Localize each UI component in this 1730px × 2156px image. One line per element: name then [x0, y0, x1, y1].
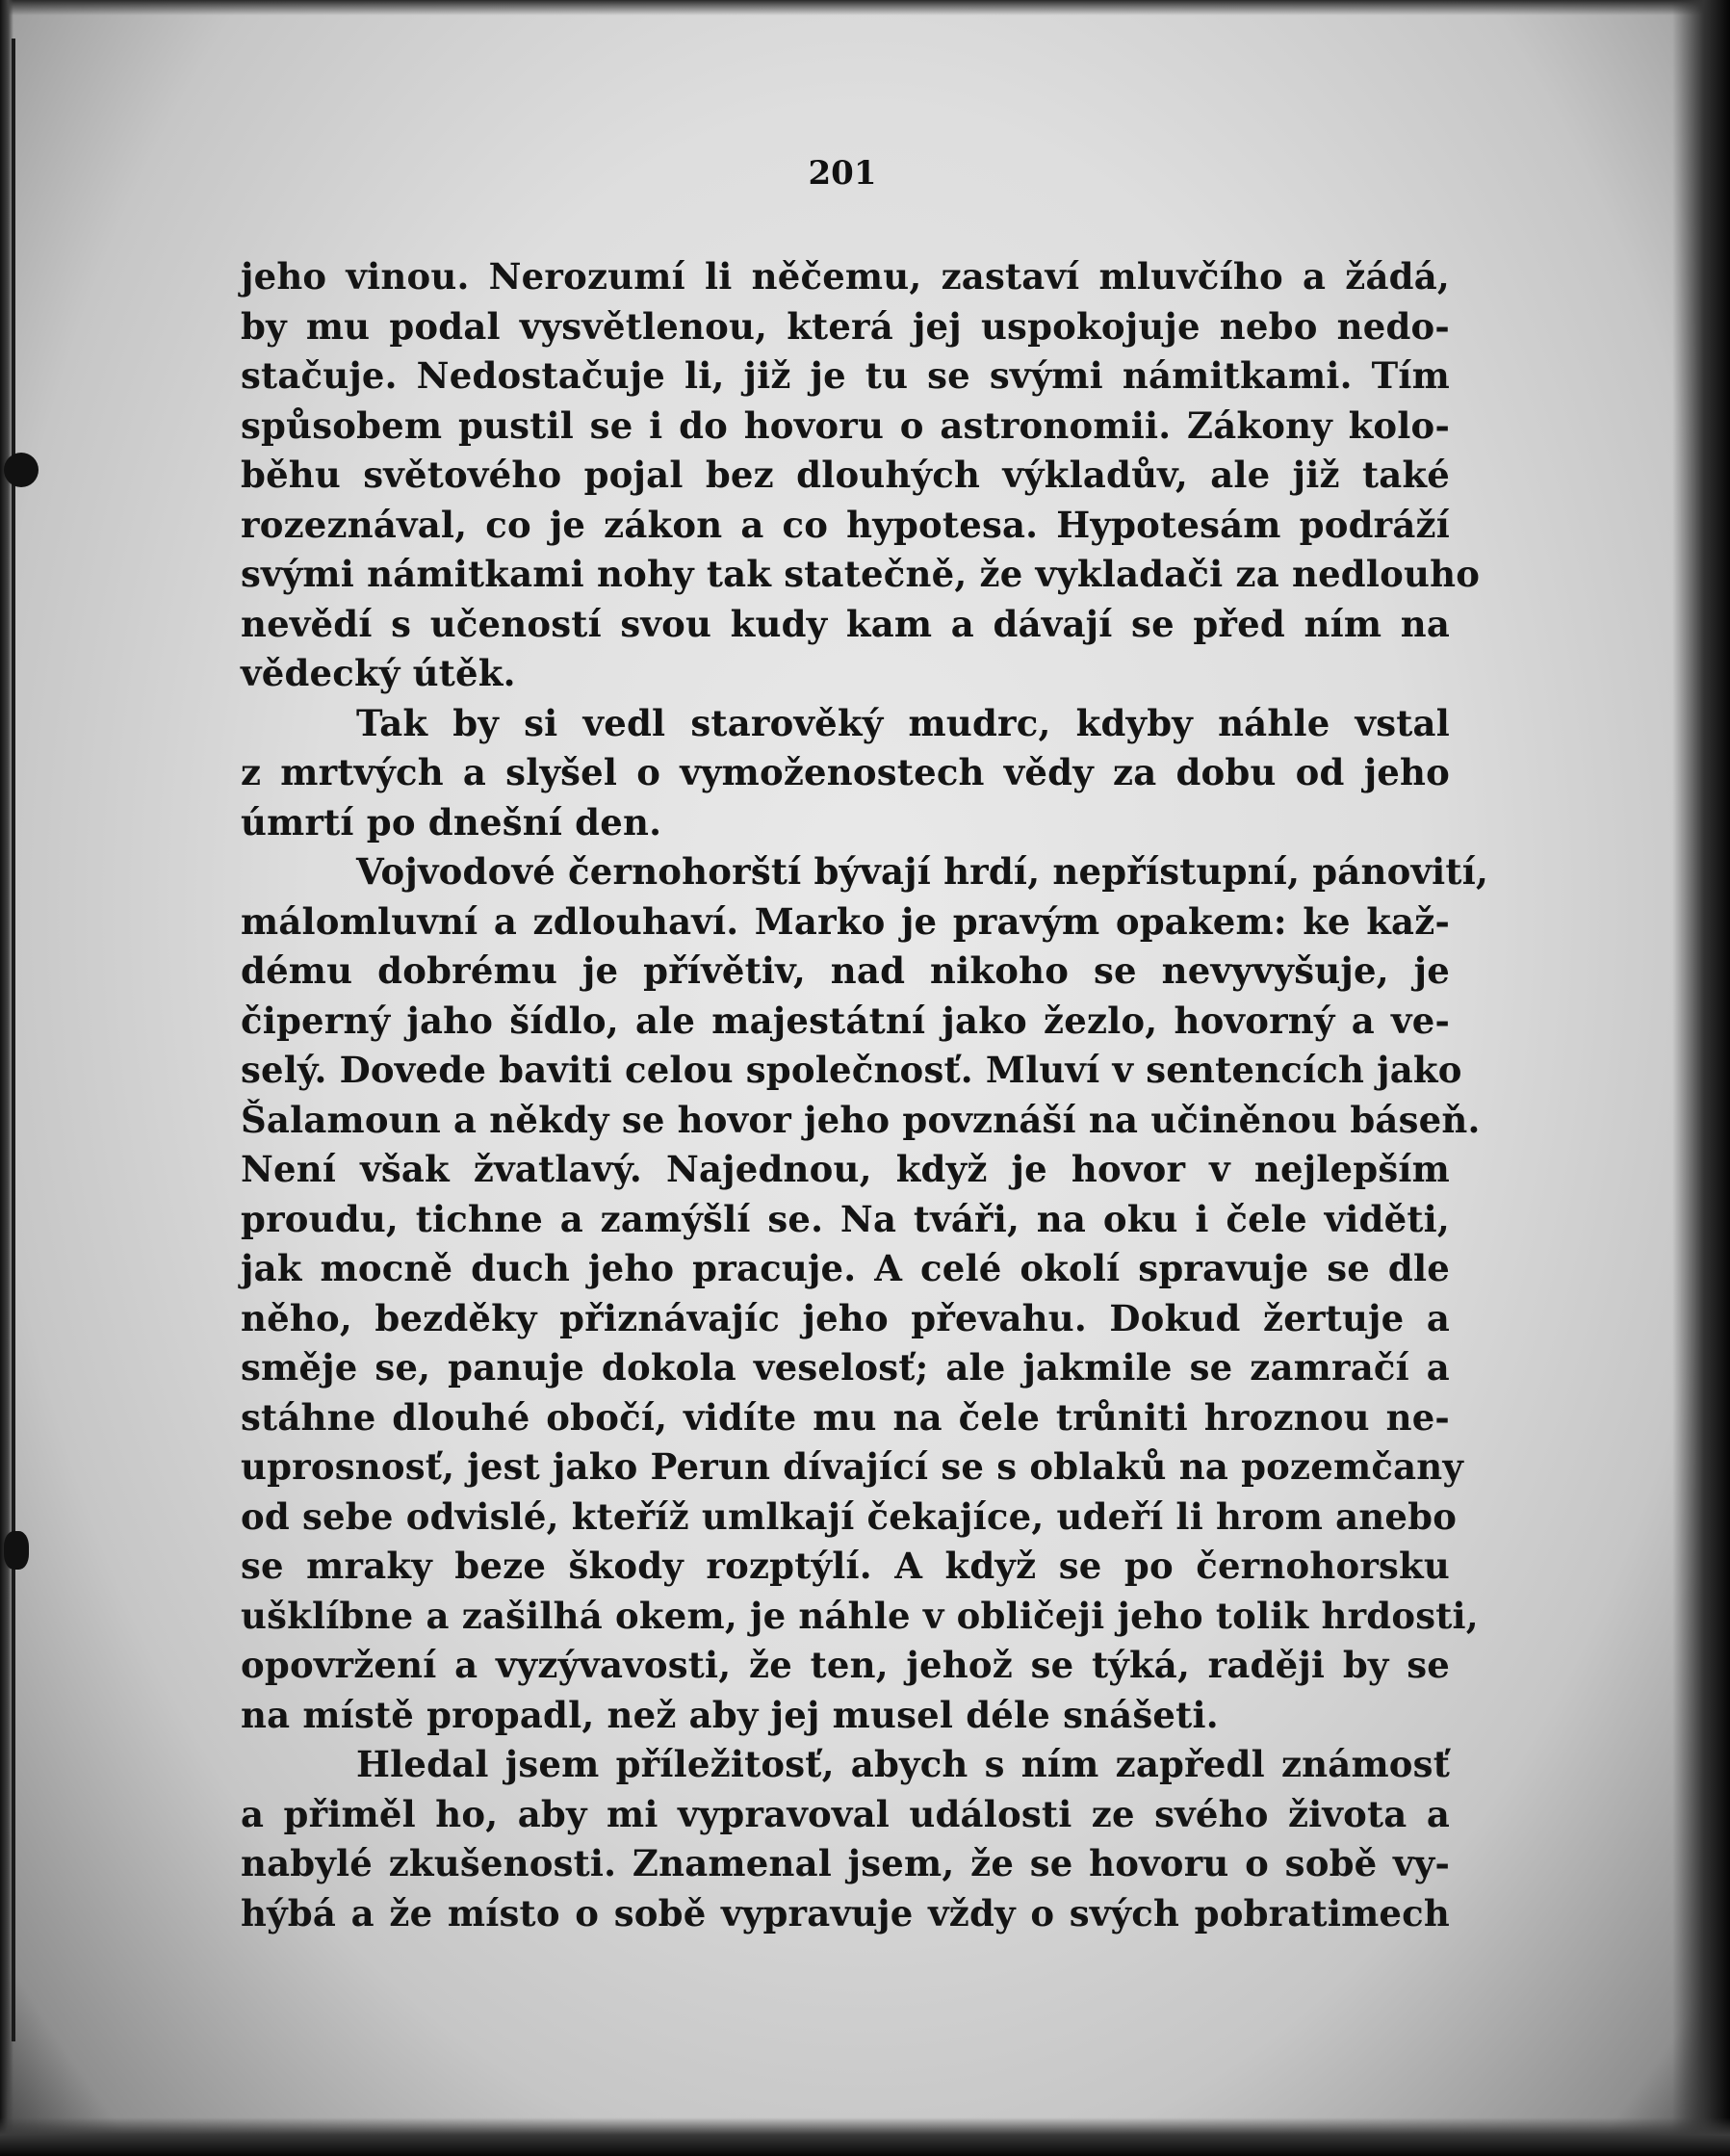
page-edge-bottom [0, 2117, 1730, 2156]
text-line: běhu světového pojal bez dlouhých výkladův, ale již také [241, 454, 1450, 496]
text-line: čiperný jaho šídlo, ale majestátní jako žezlo, hovorný a ve- [241, 999, 1450, 1042]
text-line: nabylé zkušenosti. Znamenal jsem, že se hovoru o sobě vy- [241, 1842, 1450, 1884]
text-line: stáhne dlouhé obočí, vidíte mu na čele trůniti hroznou ne- [241, 1395, 1450, 1439]
text-line: vědecký útěk. [241, 652, 516, 694]
text-line: od sebe odvislé, kteříž umlkají čekajíce, udeří li hrom anebo [241, 1494, 1458, 1538]
text-line: se mraky beze škody rozptýlí. A když se po černohorsku [241, 1545, 1450, 1587]
text-line: Šalamoun a někdy se hovor jeho povznáší na učiněnou báseň. [241, 1098, 1481, 1141]
text-line: svými námitkami nohy tak statečně, že vykladači za nedlouho [241, 553, 1481, 595]
page-edge-top [0, 0, 1730, 15]
text-line: ušklíbne a zašilhá okem, je náhle v obličeji jeho tolik hrdosti, [241, 1594, 1479, 1637]
page-edge-right [1672, 0, 1730, 2156]
text-line: proudu, tichne a zamýšlí se. Na tváři, na oku i čele viděti, [241, 1197, 1450, 1240]
binding-line [12, 39, 15, 2041]
text-line: dému dobrému je přívětiv, nad nikoho se nevyvyšuje, je [241, 949, 1450, 992]
text-line: jeho vinou. Nerozumí li něčemu, zastaví mluvčího a žádá, [241, 255, 1450, 298]
page-number: 201 [808, 154, 877, 193]
text-line: Vojvodové černohorští bývají hrdí, nepřístupní, pánovití, [356, 850, 1489, 893]
text-line: stačuje. Nedostačuje li, již je tu se svými námitkami. Tím [241, 354, 1450, 397]
body-text [241, 252, 1489, 1938]
text-line: by mu podal vysvětlenou, která jej uspokojuje nebo nedo- [241, 304, 1450, 348]
text-line: hýbá a že místo o sobě vypravuje vždy o svých pobratimech [241, 1891, 1450, 1935]
ink-blot [4, 453, 39, 487]
text-line: něho, bezděky přiznávajíc jeho převahu. Dokud žertuje a [241, 1296, 1450, 1339]
text-line: na místě propadl, než aby jej musel déle snášeti. [241, 1693, 1219, 1736]
text-line: z mrtvých a slyšel o vymoženostech vědy za dobu od jeho [241, 751, 1450, 793]
text-line: a přiměl ho, aby mi vypravoval události ze svého života a [241, 1792, 1450, 1835]
text-line: opovržení a vyzývavosti, že ten, jehož se týká, raději by se [241, 1644, 1450, 1686]
text-line: málomluvní a zdlouhaví. Marko je pravým opakem: ke kaž- [241, 899, 1450, 943]
text-line: rozeznával, co je zákon a co hypotesa. Hypotesám podráží [241, 503, 1450, 546]
text-line: nevědí s učeností svou kudy kam a dávají se před ním na [241, 602, 1450, 645]
text-line: směje se, panuje dokola veselosť; ale jakmile se zamračí a [241, 1346, 1450, 1389]
text-line: Tak by si vedl starověký mudrc, kdyby náhle vstal [356, 701, 1450, 744]
text-line: jak mocně duch jeho pracuje. A celé okolí spravuje se dle [241, 1247, 1450, 1289]
text-line: uprosnosť, jest jako Perun dívající se s oblaků na pozemčany [241, 1445, 1464, 1488]
text-line: spůsobem pustil se i do hovoru o astronomii. Zákony kolo- [241, 403, 1450, 447]
text-line: selý. Dovede baviti celou společnosť. Mluví v sentencích jako [241, 1049, 1462, 1091]
text-line: Není však žvatlavý. Najednou, když je hovor v nejlepším [241, 1148, 1450, 1190]
ink-blot [4, 1531, 29, 1570]
text-line: úmrtí po dnešní den. [241, 800, 662, 844]
text-line: Hledal jsem příležitosť, abych s ním zapředl známosť [356, 1743, 1450, 1785]
